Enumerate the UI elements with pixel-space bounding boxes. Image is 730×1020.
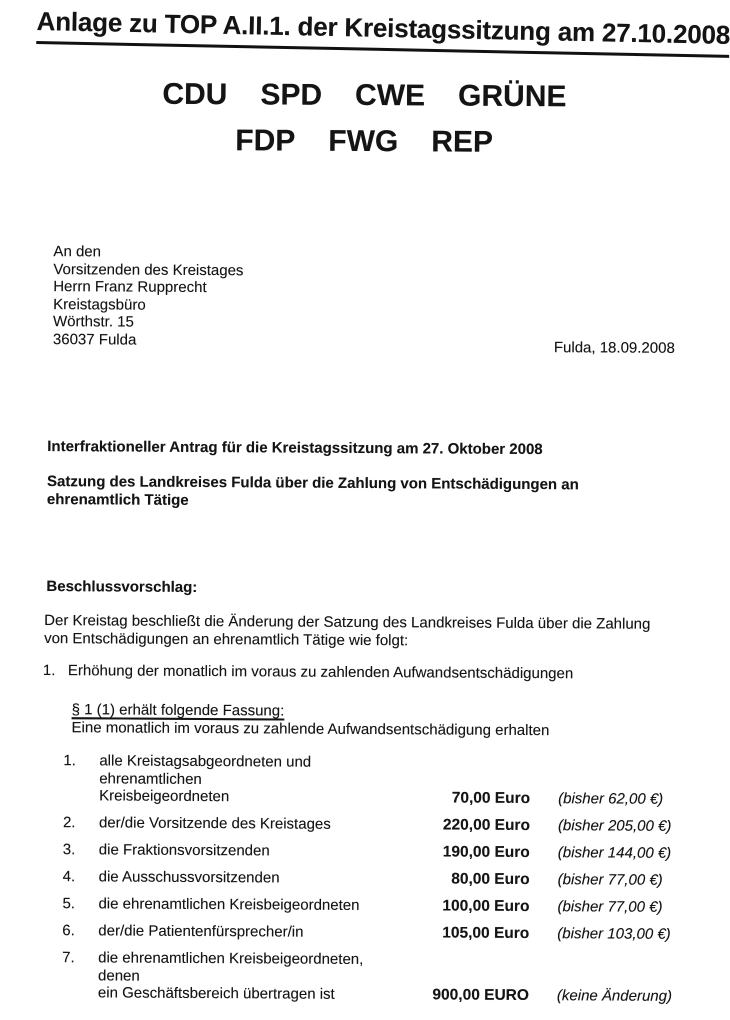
allowance-table (62, 752, 704, 1015)
allowance-row (63, 841, 703, 863)
allowance-number: 2. (62, 814, 76, 832)
allowance-description: die Ausschussvorsitzenden (98, 868, 280, 887)
allowance-number: 6. (62, 922, 75, 940)
party-spd: SPD (260, 78, 323, 112)
subject-heading: Interfraktioneller Antrag für die Kreistagssitzung am 27. Oktober 2008 (47, 438, 543, 459)
address-line: Kreistagsbüro (53, 295, 146, 314)
address-line: Herrn Franz Rupprecht (53, 278, 207, 297)
allowance-amount: 220,00 Euro (442, 816, 531, 835)
allowance-description: die ehrenamtlichen Kreisbeigeordneten, denen ein Geschäftsbereich übertragen ist (97, 949, 364, 1004)
party-fwg: FWG (328, 124, 399, 159)
allowance-number: 1. (63, 752, 76, 770)
allowance-row (62, 949, 702, 1006)
allowance-amount: 70,00 Euro (451, 789, 531, 808)
allowance-description: der/die Patientenfürsprecher/in (98, 922, 304, 941)
address-line: Wörthstr. 15 (52, 313, 134, 331)
section-intro: Eine monatlich im voraus zu zahlende Aufwandsentschädigung erhalten (71, 719, 550, 740)
agenda-item-text: Erhöhung der monatlich im voraus zu zahlenden Aufwandsentschädigungen (67, 662, 574, 683)
proposal-heading: Beschlussvorschlag: (46, 578, 198, 596)
allowance-previous: (bisher 62,00 €) (558, 790, 664, 809)
subject-subheading: Satzung des Landkreises Fulda über die Zahlung von Entschädigungen an ehrenamtlich Tätige (46, 473, 579, 509)
party-row-2 (0, 123, 729, 161)
party-fdp: FDP (235, 124, 296, 158)
allowance-amount: 190,00 Euro (442, 843, 530, 862)
party-names (0, 77, 730, 161)
allowance-description: alle Kreistagsabgeordneten und ehrenamtlichen Kreisbeigeordneten (99, 752, 312, 806)
allowance-amount: 100,00 Euro (442, 897, 530, 916)
allowance-previous: (bisher 144,00 €) (557, 844, 672, 863)
allowance-amount: 105,00 Euro (442, 924, 530, 943)
allowance-row (62, 922, 702, 944)
party-cwe: CWE (354, 78, 426, 113)
allowance-previous: (bisher 205,00 €) (557, 817, 672, 836)
party-rep: REP (431, 125, 494, 159)
address-line: An den (53, 243, 102, 261)
allowance-previous: (bisher 103,00 €) (557, 925, 671, 943)
allowance-number: 4. (62, 868, 76, 886)
allowance-description: der/die Vorsitzende des Kreistages (98, 814, 331, 833)
allowance-description: die Fraktionsvorsitzenden (98, 841, 270, 860)
agenda-item-number: 1. (42, 662, 56, 680)
allowance-number: 7. (62, 949, 75, 967)
date-line: Fulda, 18.09.2008 (553, 339, 675, 357)
allowance-previous: (bisher 77,00 €) (557, 898, 663, 916)
party-cdu: CDU (162, 77, 228, 112)
allowance-row (63, 752, 703, 809)
section-heading: § 1 (1) erhält folgende Fassung: (71, 701, 285, 720)
allowance-amount: 80,00 Euro (451, 870, 530, 889)
address-line: 36037 Fulda (52, 331, 137, 349)
party-gruene: GRÜNE (457, 79, 567, 114)
address-line: Vorsitzenden des Kreistages (53, 260, 244, 279)
document-title: Anlage zu TOP A.II.1. der Kreistagssitzung am 27.10.2008 (36, 6, 730, 58)
allowance-row (63, 814, 703, 836)
proposal-text: Der Kreistag beschließt die Änderung der Satzung des Landkreises Fulda über die Zahlung von Entschädigungen an ehrenamtlich Tätige wie folgt: (44, 612, 651, 649)
allowance-row (62, 895, 702, 917)
allowance-number: 5. (62, 895, 76, 913)
recipient-address (53, 243, 244, 350)
allowance-previous: (bisher 77,00 €) (557, 871, 663, 889)
party-row-1 (0, 77, 730, 115)
allowance-amount: 900,00 EURO (432, 986, 529, 1005)
allowance-number: 3. (62, 841, 76, 859)
agenda-item-1 (43, 662, 573, 682)
allowance-description: die ehrenamtlichen Kreisbeigeordneten (98, 895, 360, 915)
allowance-row (63, 868, 703, 890)
section-block (71, 701, 549, 740)
allowance-previous: (keine Änderung) (556, 987, 673, 1006)
